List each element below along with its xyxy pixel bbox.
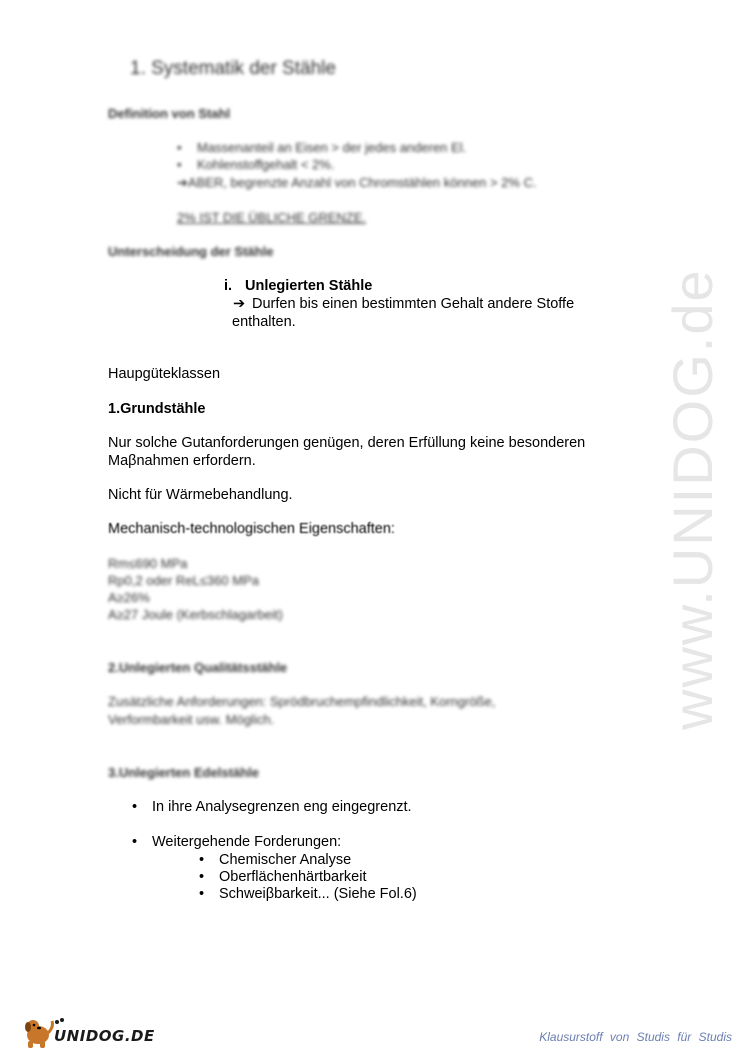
basic-steels-heading: 1.Grundstähle bbox=[108, 401, 206, 417]
page-title: 1. Systematik der Stähle bbox=[130, 58, 336, 79]
unalloyed-steel-text-2: enthalten. bbox=[232, 314, 296, 330]
definition-note: ➔ABER, begrenzte Anzahl von Chromstählen können > 2% C. bbox=[177, 175, 537, 190]
unalloyed-steel-heading: Unlegierten Stähle bbox=[245, 278, 373, 294]
arrow-icon: ➔ bbox=[233, 296, 246, 312]
basic-steels-text-1: Nur solche Gutanforderungen genügen, deren Erfüllung keine besonderen bbox=[108, 435, 586, 451]
quality-steels-text-2: Verformbarkeit usw. Möglich. bbox=[108, 712, 275, 727]
logo-text: UNIDOG.DE bbox=[54, 1027, 155, 1045]
definition-bullet-2: • Kohlenstoffgehalt < 2%. bbox=[197, 157, 334, 172]
definition-bullet-1: • Massenanteil an Eisen > der jedes anderen El. bbox=[197, 140, 466, 155]
unalloyed-steel-text-1: Durfen bis einen bestimmten Gehalt andere Stoffe bbox=[252, 296, 575, 312]
mechanical-value-2: Rp0,2 oder ReL≤360 MPa bbox=[108, 573, 259, 588]
stainless-bullet-1: • In ihre Analysegrenzen eng eingegrenzt. bbox=[152, 798, 412, 816]
mechanical-value-3: A≥26% bbox=[108, 590, 150, 605]
sub-bullet-1: • Chemischer Analyse bbox=[219, 851, 351, 869]
mechanical-properties-heading: Mechanisch-technologischen Eigenschaften: bbox=[108, 521, 395, 537]
quality-steels-text-1: Zusätzliche Anforderungen: Sprödbruchempfindlichkeit, Korngröße, bbox=[108, 694, 496, 709]
watermark: www.UNIDOG.de bbox=[661, 268, 724, 730]
quality-steels-heading: 2.Unlegierten Qualitätsstähle bbox=[108, 660, 288, 675]
mechanical-value-1: Rm≤690 MPa bbox=[108, 556, 188, 571]
definition-limit: 2% IST DIE ÜBLICHE GRENZE. bbox=[177, 210, 367, 225]
basic-steels-text-3: Nicht für Wärmebehandlung. bbox=[108, 487, 293, 503]
footer-tagline: Klausurstoff von Studis für Studis bbox=[539, 1030, 732, 1044]
stainless-bullet-2: • Weitergehende Forderungen: bbox=[152, 833, 341, 851]
mechanical-value-4: A≥27 Joule (Kerbschlagarbeit) bbox=[108, 607, 283, 622]
sub-bullet-2: • Oberflächenhärtbarkeit bbox=[219, 868, 367, 886]
sub-bullet-3: • Schweiβbarkeit... (Siehe Fol.6) bbox=[219, 885, 417, 903]
basic-steels-text-2: Maβnahmen erfordern. bbox=[108, 453, 256, 469]
definition-heading: Definition von Stahl bbox=[108, 106, 231, 121]
stainless-steels-heading: 3.Unlegierten Edelstähle bbox=[108, 765, 259, 780]
unidog-logo bbox=[20, 1015, 170, 1051]
distinction-heading: Unterscheidung der Stähle bbox=[108, 244, 274, 259]
main-quality-classes: Haupgüteklassen bbox=[108, 366, 221, 382]
list-marker-i: i. bbox=[224, 278, 233, 294]
